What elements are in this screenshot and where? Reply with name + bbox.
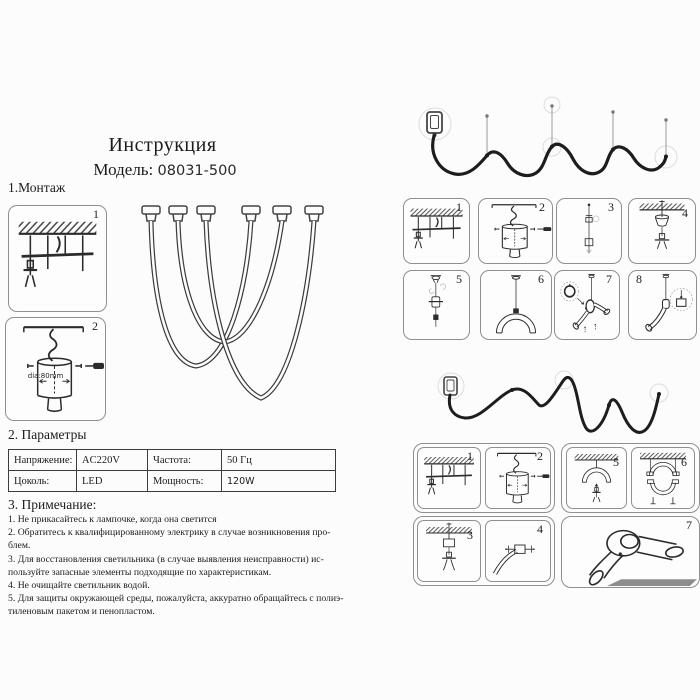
diameter-label: dia:80mm [27, 372, 64, 381]
param-label: Напряжение: [9, 450, 77, 471]
note-line: 3. Для восстановления светильника (в случае выявления неисправности) ис- [8, 553, 324, 565]
step-number: 8 [636, 272, 642, 286]
param-value: 50 Гц [222, 450, 336, 471]
table-row [9, 471, 336, 492]
step-number: 4 [537, 522, 543, 536]
param-label: Частота: [148, 450, 222, 471]
param-label: Мощность: [148, 471, 222, 492]
step-number: 6 [681, 455, 687, 469]
step-panel-5 [403, 270, 470, 340]
step-panel-3 [556, 198, 622, 264]
param-value: AC220V [77, 450, 148, 471]
step-number: 2 [537, 449, 543, 463]
step-number: 1 [93, 207, 99, 221]
step-number: 5 [456, 272, 462, 286]
step-number: 1 [467, 449, 473, 463]
montage-step-1-panel [8, 205, 107, 312]
step-number: 6 [538, 272, 544, 286]
bottom-step-panel-1 [417, 447, 481, 509]
bottom-step-panel-7 [561, 516, 700, 588]
note-line: 2. Обратитесь к квалифицированному электрику в случае возникновения про- [8, 527, 331, 539]
page-title: Инструкция [108, 134, 217, 156]
step-number: 2 [539, 200, 545, 214]
parameters-table [8, 449, 336, 492]
param-value: LED [77, 471, 148, 492]
bottom-step-panel-6 [631, 447, 695, 509]
section-parameters-heading: 2. Параметры [8, 427, 87, 442]
note-line: 5. Для защиты окружающей среды, пожалуйста, аккуратно обращайтесь с полиэ- [8, 593, 344, 605]
section-montage-heading: 1.Монтаж [8, 180, 66, 195]
note-line: 1. Не прикасайтесь к лампочке, когда она светится [8, 514, 217, 525]
canopy-screwdriver-diagram [6, 318, 105, 420]
step-panel-2 [478, 198, 553, 264]
step-number: 7 [606, 272, 612, 286]
param-value: 120W [222, 471, 336, 492]
montage-step-2-panel [5, 317, 106, 421]
section-notes-heading: 3. Примечание: [8, 497, 97, 512]
step-number: 3 [608, 200, 614, 214]
bottom-step-panel-4 [485, 520, 551, 582]
tube-through-ring-diagram [562, 517, 699, 587]
step-panel-7 [554, 270, 620, 340]
bottom-step-panel-3 [417, 520, 481, 582]
table-row [9, 450, 336, 471]
ceiling-bracket-diagram [9, 206, 106, 311]
wavy-cable-shape-diagram [402, 348, 692, 440]
step-panel-4 [628, 198, 696, 264]
bottom-step-panel-2 [485, 447, 551, 509]
param-label: Цоколь: [9, 471, 77, 492]
step-panel-6 [480, 270, 552, 340]
note-line: блем. [8, 540, 31, 552]
step-number: 4 [682, 206, 688, 220]
step-number: 5 [613, 455, 619, 469]
step-number: 3 [467, 528, 473, 542]
step-number: 1 [456, 200, 462, 214]
model-line [40, 160, 290, 180]
bottom-step-panel-5 [566, 447, 627, 509]
note-line: 4. Не очищайте светильник водой. [8, 580, 150, 592]
model-value: 08031-500 [157, 163, 237, 179]
pendant-lamp-illustration [123, 194, 333, 432]
step-panel-8 [628, 270, 697, 340]
model-label: Модель: [93, 160, 154, 179]
note-line: тиленовым пакетом и пенопластом. [8, 606, 155, 618]
notes-list [8, 513, 353, 619]
note-line: пользуйте запасные элементы подходящие по характеристикам. [8, 566, 272, 578]
wavy-cable-suspended-diagram [395, 84, 700, 196]
step-panel-1 [403, 198, 470, 264]
step-number: 7 [686, 518, 692, 532]
step-number: 2 [92, 319, 98, 333]
